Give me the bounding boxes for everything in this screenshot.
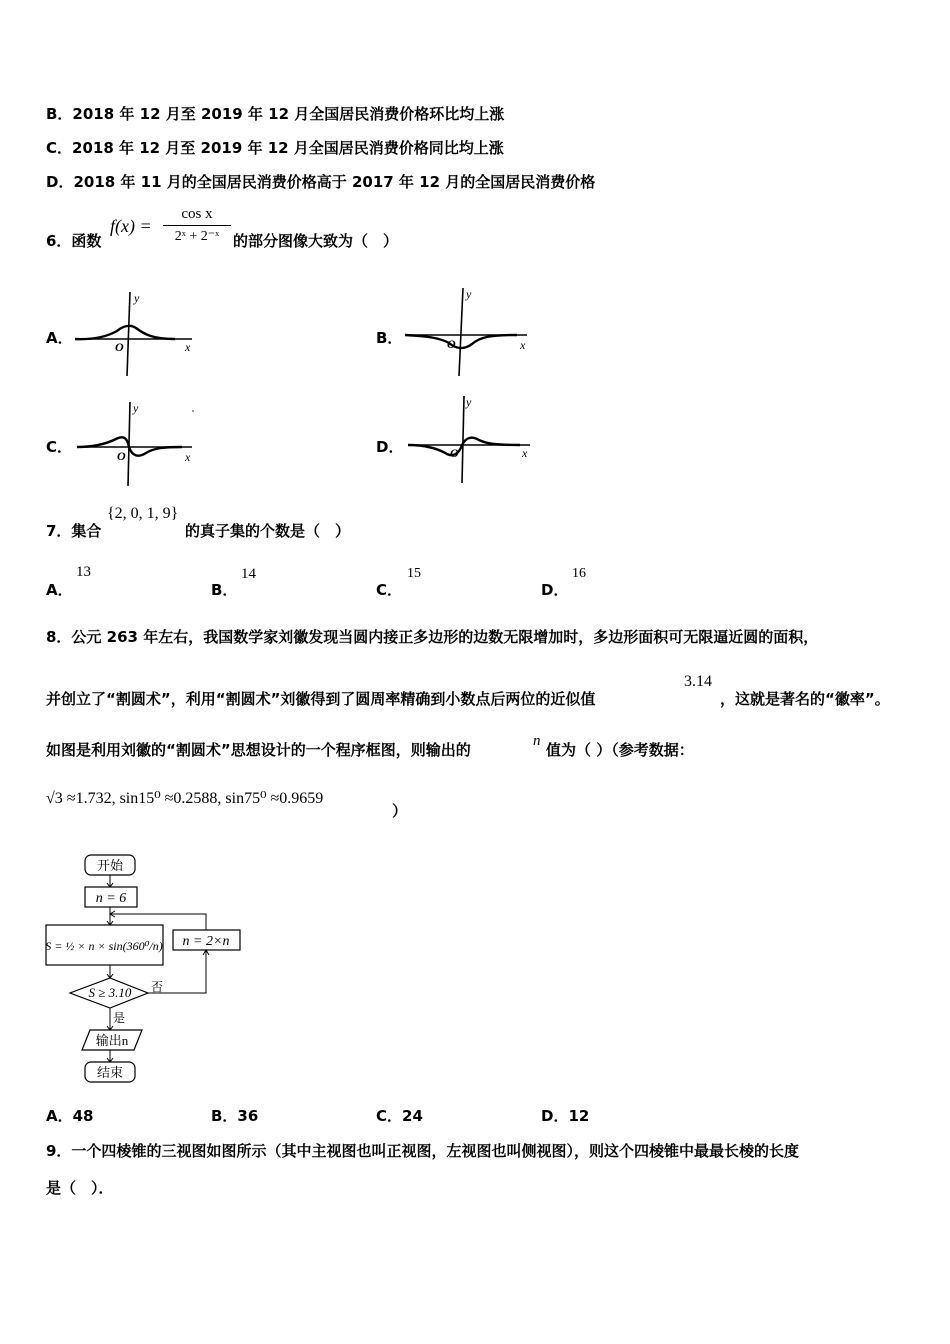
y-axis (127, 292, 130, 376)
x-label: x (185, 450, 191, 464)
y-label: y (134, 291, 140, 305)
q5-option-d: D．2018 年 11 月的全国居民消费价格高于 2017 年 12 月的全国居民消费价格 (46, 173, 596, 191)
curve (75, 326, 175, 339)
q6-func-denominator: 2ˣ + 2⁻ˣ (174, 229, 220, 244)
q7-option-c-label: C． (376, 581, 403, 599)
q6-graph-c (72, 398, 197, 490)
flow-no-label: 否 (151, 980, 164, 994)
y-label: y (466, 395, 472, 409)
q6-stem-suffix: 的部分图像大致为（ ） (233, 232, 399, 250)
origin-label: O (117, 449, 126, 463)
flow-formula-text: S = ½ × n × sin(360⁰/n) (45, 939, 163, 953)
q8-option-c: C．24 (376, 1107, 423, 1125)
flow-condition-text: S ≥ 3.10 (88, 985, 132, 1000)
q6-label-c: C． (46, 438, 73, 456)
q6-graph-b (402, 286, 532, 378)
q7-option-b-value: 14 (241, 566, 256, 582)
x-label: x (185, 340, 191, 354)
q7-option-d-label: D． (541, 581, 569, 599)
q8-reference-data: √3 ≈1.732, sin15⁰ ≈0.2588, sin75⁰ ≈0.9659 (46, 790, 324, 807)
q8-flowchart (40, 850, 255, 1090)
q8-var-n: n (533, 733, 541, 749)
q8-close-paren: ） (392, 802, 408, 820)
q8-line3-suffix: 值为（ ）（参考数据： (546, 741, 694, 759)
origin-label: O (450, 446, 459, 460)
flow-start-text: 开始 (96, 858, 124, 873)
q6-label-d: D． (376, 438, 404, 456)
q6-label-b: B． (376, 329, 403, 347)
q6-label-a: A． (46, 329, 73, 347)
q7-stem-suffix: 的真子集的个数是（ ） (185, 522, 351, 540)
q7-option-a-label: A． (46, 581, 73, 599)
y-axis (459, 288, 463, 376)
q6-func-fraction (163, 206, 231, 245)
y-label: y (133, 401, 139, 415)
q6-func-numerator: cos x (163, 206, 231, 226)
flow-output-text: 输出n (95, 1033, 129, 1048)
x-label: x (522, 446, 528, 460)
q6-graph-d (405, 394, 535, 486)
q8-line2-suffix: ，这就是著名的“徽率”。 (720, 690, 890, 708)
q8-line1: 8．公元 263 年左右，我国数学家刘徽发现当圆内接正多边形的边数无限增加时，多边形面积可无限逼近圆的面积， (46, 628, 819, 646)
q8-option-b: B．36 (211, 1107, 259, 1125)
q6-graph-a (70, 288, 195, 380)
q5-option-c: C．2018 年 12 月至 2019 年 12 月全国居民消费价格同比均上涨 (46, 139, 504, 157)
q6-stem-prefix: 6．函数 (46, 232, 102, 250)
q6-func-lhs: f(x) = (110, 216, 152, 236)
flow-yes-label: 是 (113, 1011, 126, 1025)
q9-line2: 是（ ）． (46, 1179, 114, 1197)
q8-line3-prefix: 如图是利用刘徽的“割圆术”思想设计的一个程序框图，则输出的 (46, 741, 471, 759)
q7-option-a-value: 13 (76, 564, 91, 580)
q8-line2-prefix: 并创立了“割圆术”，利用“割圆术”刘徽得到了圆周率精确到小数点后两位的近似值 (46, 690, 596, 708)
q7-stem-prefix: 7．集合 (46, 522, 102, 540)
q5-option-b: B．2018 年 12 月至 2019 年 12 月全国居民消费价格环比均上涨 (46, 105, 505, 123)
q7-option-c-value: 15 (407, 566, 421, 581)
scan-dot (192, 410, 194, 412)
x-label: x (520, 338, 526, 352)
q7-option-d-value: 16 (572, 566, 586, 581)
q8-option-d: D．12 (541, 1107, 590, 1125)
flow-init-text: n = 6 (95, 891, 127, 906)
q8-option-a: A．48 (46, 1107, 94, 1125)
curve (408, 438, 520, 455)
q9-line1: 9．一个四棱锥的三视图如图所示（其中主视图也叫正视图，左视图也叫侧视图），则这个四棱锥中最最长棱的长度 (46, 1142, 799, 1160)
flow-end-text: 结束 (96, 1065, 124, 1080)
origin-label: O (115, 340, 124, 354)
y-axis (462, 396, 464, 483)
flow-update-text: n = 2×n (182, 934, 230, 949)
q7-set: {2, 0, 1, 9} (107, 505, 179, 522)
y-label: y (466, 287, 472, 301)
origin-label: O (447, 337, 456, 351)
q8-pi-value: 3.14 (684, 673, 712, 690)
q7-option-b-label: B． (211, 581, 238, 599)
